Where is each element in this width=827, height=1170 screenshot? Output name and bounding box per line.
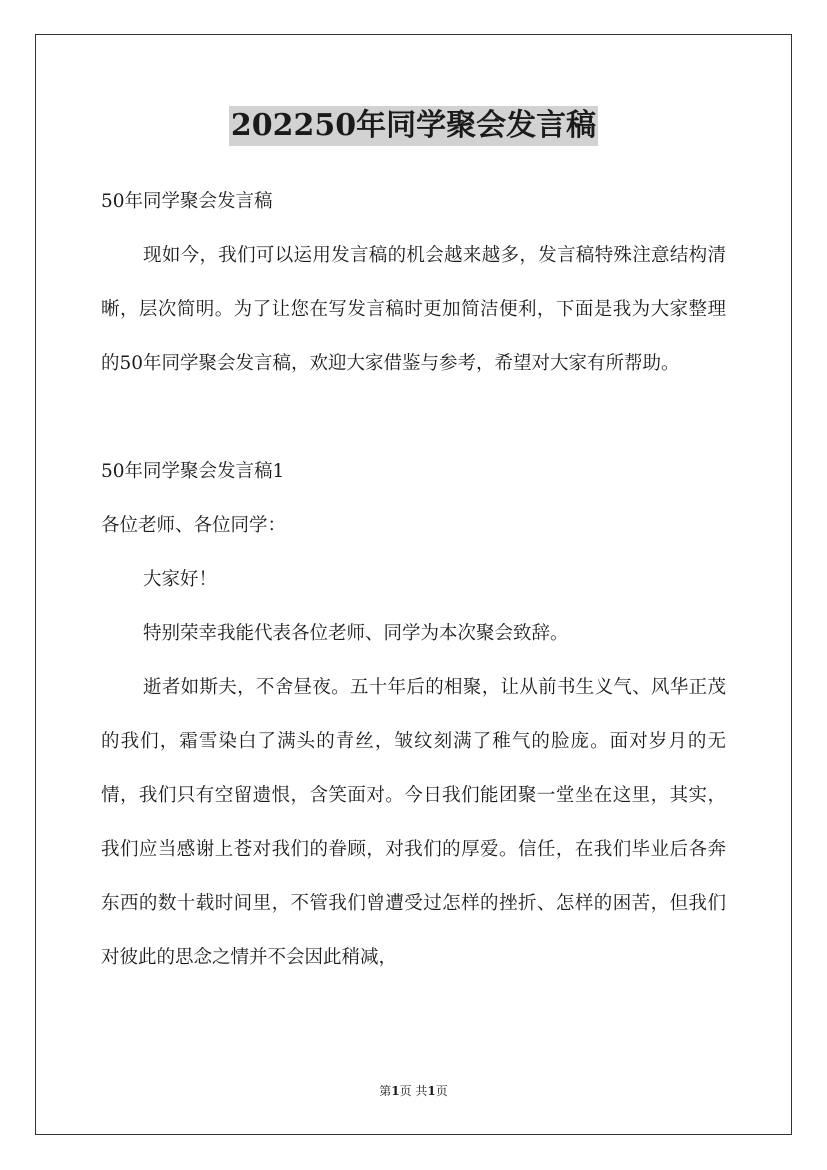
- footer-page-total: 1: [427, 1084, 436, 1098]
- salutation: 各位老师、各位同学：: [101, 515, 287, 536]
- page-footer: [0, 1082, 827, 1099]
- speech-heading: 50年同学聚会发言稿1: [101, 461, 285, 482]
- footer-suffix: 页: [435, 1084, 448, 1098]
- footer-page-number: 1: [391, 1084, 400, 1098]
- intro-paragraph: 现如今，我们可以运用发言稿的机会越来越多，发言稿特殊注意结构清晰，层次简明。为了让您在写发言稿时更加简洁便利，下面是我为大家整理的50年同学聚会发言稿，欢迎大家借鉴与参考，希望对大家有所帮助。: [101, 245, 726, 374]
- document-title-text: 202250年同学聚会发言稿: [229, 106, 598, 146]
- speech-paragraph: 特别荣幸我能代表各位老师、同学为本次聚会致辞。: [143, 623, 569, 644]
- section-heading: 50年同学聚会发言稿: [101, 191, 273, 212]
- document-title: [0, 104, 827, 146]
- greeting: 大家好！: [143, 569, 218, 590]
- footer-mid: 页 共: [399, 1084, 428, 1098]
- speech-paragraph: 逝者如斯夫，不舍昼夜。五十年后的相聚，让从前书生义气、风华正茂的我们，霜雪染白了满头的青丝，皱纹刻满了稚气的脸庞。面对岁月的无情，我们只有空留遗恨，含笑面对。今日我们能团聚一堂坐在这里，其实，我们应当感谢上苍对我们的眷顾，对我们的厚爱。信任，在我们毕业后各奔东西的数十载时间里，不管我们曾遭受过怎样的挫折、怎样的困苦，但我们对彼此的思念之情并不会因此稍减，: [101, 677, 726, 968]
- footer-prefix: 第: [379, 1084, 392, 1098]
- paragraph-spacer: [101, 391, 726, 445]
- document-body: [101, 175, 726, 985]
